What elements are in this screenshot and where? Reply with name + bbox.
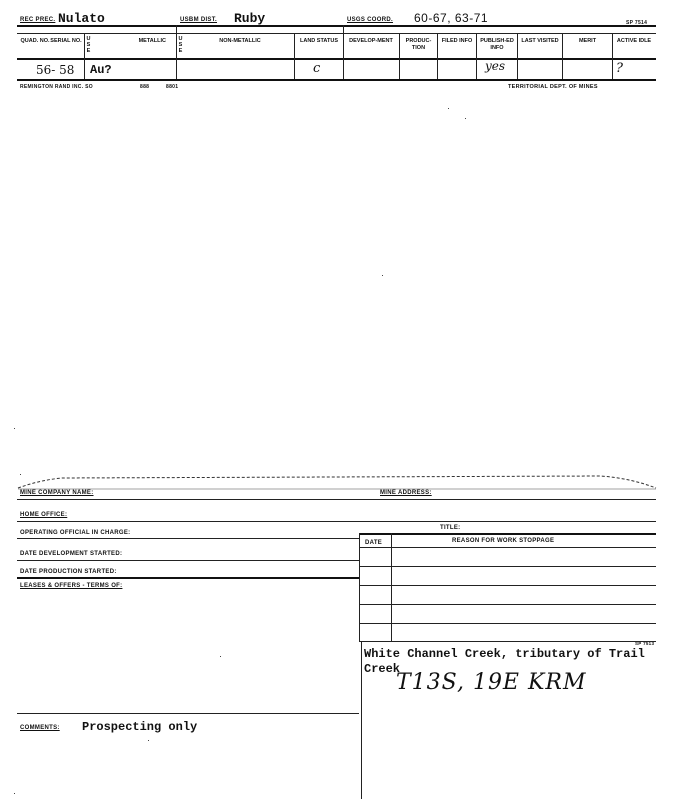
printer-code-1: 888 — [140, 84, 150, 90]
reason-col-header: REASON FOR WORK STOPPAGE — [452, 538, 555, 544]
usbm-dist-value: Ruby — [234, 11, 266, 26]
col-serial-no: SERIAL NO. — [50, 38, 82, 44]
rec-prec-value: Nulato — [58, 11, 105, 26]
col-use-metallic: USE — [86, 36, 91, 54]
date-development-label: DATE DEVELOPMENT STARTED: — [20, 551, 123, 557]
col-filed-info: FILED INFO — [441, 38, 473, 44]
col-non-metallic: NON-METALLIC — [219, 38, 261, 44]
printer-code-2: 8801 — [166, 84, 179, 90]
leases-label: LEASES & OFFERS - TERMS OF: — [20, 583, 123, 589]
usgs-coord-label: USGS COORD. — [347, 17, 393, 23]
home-office-label: HOME OFFICE: — [20, 512, 68, 518]
date-col-header: DATE — [365, 540, 383, 546]
title-label: TITLE: — [440, 525, 461, 531]
published-info-value: yes — [485, 59, 506, 73]
active-idle-value: ? — [616, 61, 623, 76]
comments-value: Prospecting only — [82, 720, 198, 734]
printer-text: REMINGTON RAND INC. SO — [20, 84, 93, 90]
handwritten-note: T13S, 19E KRM — [396, 670, 587, 695]
col-merit: MERIT — [578, 38, 597, 44]
col-use-non-metallic: USE — [178, 36, 183, 54]
mine-address-label: MINE ADDRESS: — [380, 490, 432, 496]
col-active-idle: ACTIVE IDLE — [616, 38, 652, 44]
operating-official-label: OPERATING OFFICIAL IN CHARGE: — [20, 530, 131, 536]
col-development: DEVELOP-MENT — [349, 38, 393, 44]
col-quad-no: QUAD. NO. — [20, 38, 50, 44]
mine-company-name-label: MINE COMPANY NAME: — [20, 490, 94, 496]
col-production: PRODUC-TION — [405, 38, 432, 51]
form-number: SP 7514 — [626, 20, 648, 26]
col-last-visited: LAST VISITED — [521, 38, 559, 44]
col-metallic: METALLIC — [138, 38, 166, 44]
card-edge — [0, 470, 678, 490]
col-published-info: PUBLISH-ED INFO — [480, 38, 514, 51]
comments-label: COMMENTS: — [20, 725, 60, 731]
land-status-value: c — [313, 61, 321, 76]
col-land-status: LAND STATUS — [300, 38, 338, 44]
rec-prec-label: REC PREC. — [20, 17, 56, 23]
dept-text: TERRITORIAL DEPT. OF MINES — [508, 84, 598, 90]
date-production-label: DATE PRODUCTION STARTED: — [20, 569, 117, 575]
form-number-2: SP 7513 — [635, 641, 655, 646]
usbm-dist-label: USBM DIST. — [180, 17, 218, 23]
usgs-coord-value: 60-67, 63-71 — [414, 11, 489, 25]
location-note: White Channel Creek, tributary of Trail Creek — [364, 647, 645, 676]
metallic-value: Au? — [90, 63, 112, 77]
quad-serial-value: 56- 58 — [36, 63, 75, 77]
